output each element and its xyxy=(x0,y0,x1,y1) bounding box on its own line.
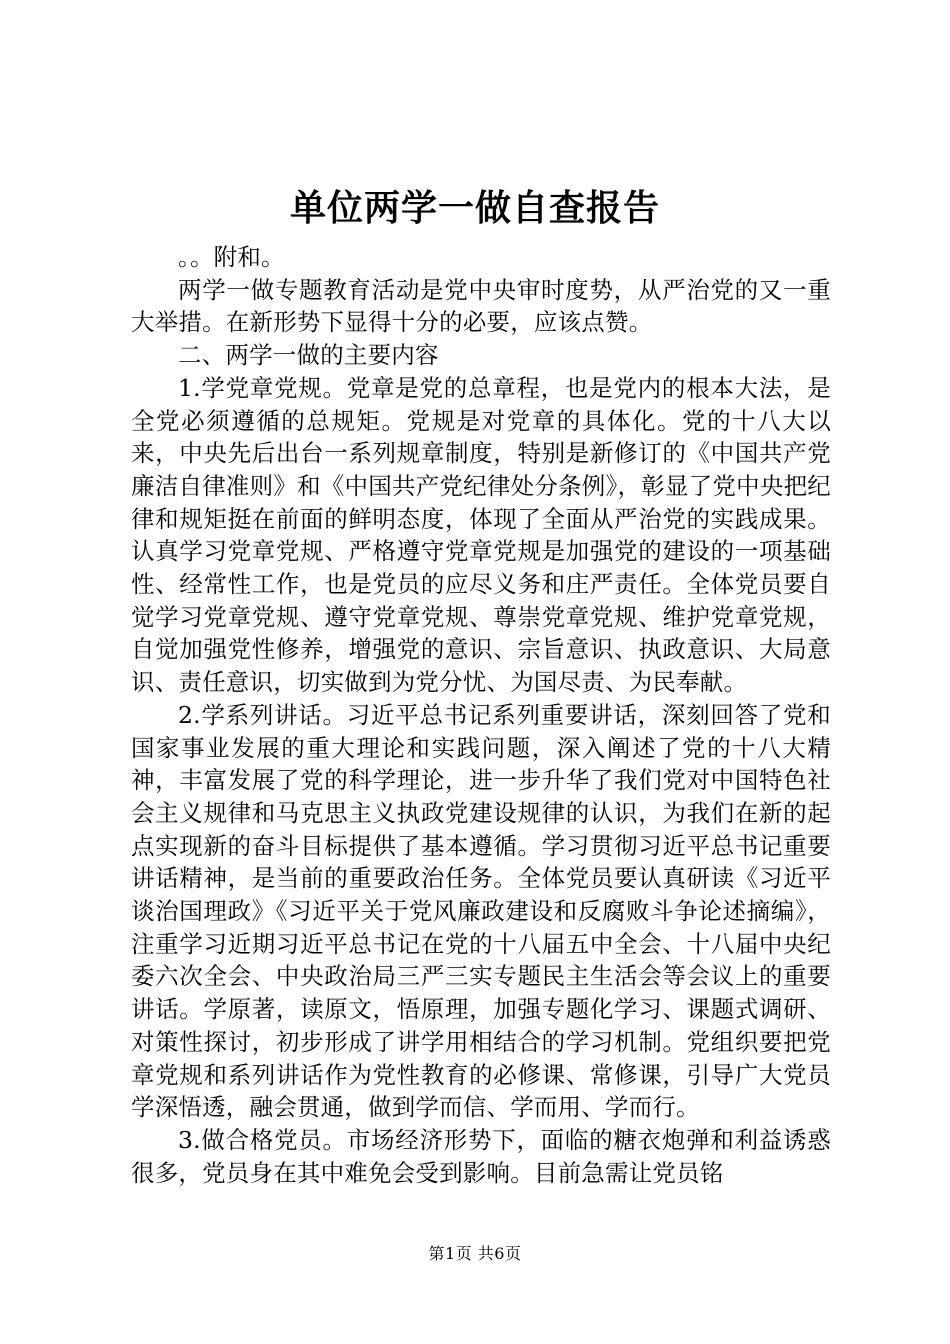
document-body xyxy=(131,241,831,1189)
paragraph-intro-fragment: 。。附和。 xyxy=(178,243,285,271)
paragraph-overview: 两学一做专题教育活动是党中央审时度势，从严治党的又一重大举措。在新形势下显得十分的必要，应该点赞。 xyxy=(131,275,831,337)
section-heading-main-content: 二、两学一做的主要内容 xyxy=(178,341,439,370)
document-title: 单位两学一做自查报告 xyxy=(289,187,660,229)
paragraph-study-party-rules: 1.学党章党规。党章是党的总章程，也是党内的根本大法，是全党必须遵循的总规矩。党规是对党章的具体化。党的十八大以来，中央先后出台一系列规章制度，特别是新修订的《中国共产党廉洁自律准则》和《中国共产党纪律处分条例》，彰显了党中央把纪律和规矩挺在前面的鲜明态度，体现了全面从严治党的实践成果。认真学习党章党规、严格遵守党章党规是加强党的建设的一项基础性、经常性工作，也是党员的应尽义务和庄严责任。全体党员要自觉学习党章党规、遵守党章党规、尊崇党章党规、维护党章党规，自觉加强党性修养，增强党的意识、宗旨意识、执政意识、大局意识、责任意识，切实做到为党分忧、为国尽责、为民奉献。 xyxy=(131,373,831,697)
paragraph-study-speeches: 2.学系列讲话。习近平总书记系列重要讲话，深刻回答了党和国家事业发展的重大理论和实践问题，深入阐述了党的十八大精神，丰富发展了党的科学理论，进一步升华了我们党对中国特色社会主义规律和马克思主义执政党建设规律的认识，为我们在新的起点实现新的奋斗目标提供了基本遵循。学习贯彻习近平总书记重要讲话精神，是当前的重要政治任务。全体党员要认真研读《习近平谈治国理政》《习近平关于党风廉政建设和反腐败斗争论述摘编》，注重学习近期习近平总书记在党的十八届五中全会、十八届中央纪委六次全会、中央政治局三严三实专题民主生活会等会议上的重要讲话。学原著，读原文，悟原理，加强专题化学习、课题式调研、对策性探讨，初步形成了讲学用相结合的学习机制。党组织要把党章党规和系列讲话作为党性教育的必修课、常修课，引导广大党员学深悟透，融会贯通，做到学而信、学而用、学而行。 xyxy=(131,700,831,1122)
page-number-footer: 第1页 共6页 xyxy=(428,1244,522,1263)
paragraph-qualified-member: 3.做合格党员。市场经济形势下，面临的糖衣炮弹和利益诱惑很多，党员身在其中难免会受到影响。目前急需让党员铭 xyxy=(131,1125,831,1187)
